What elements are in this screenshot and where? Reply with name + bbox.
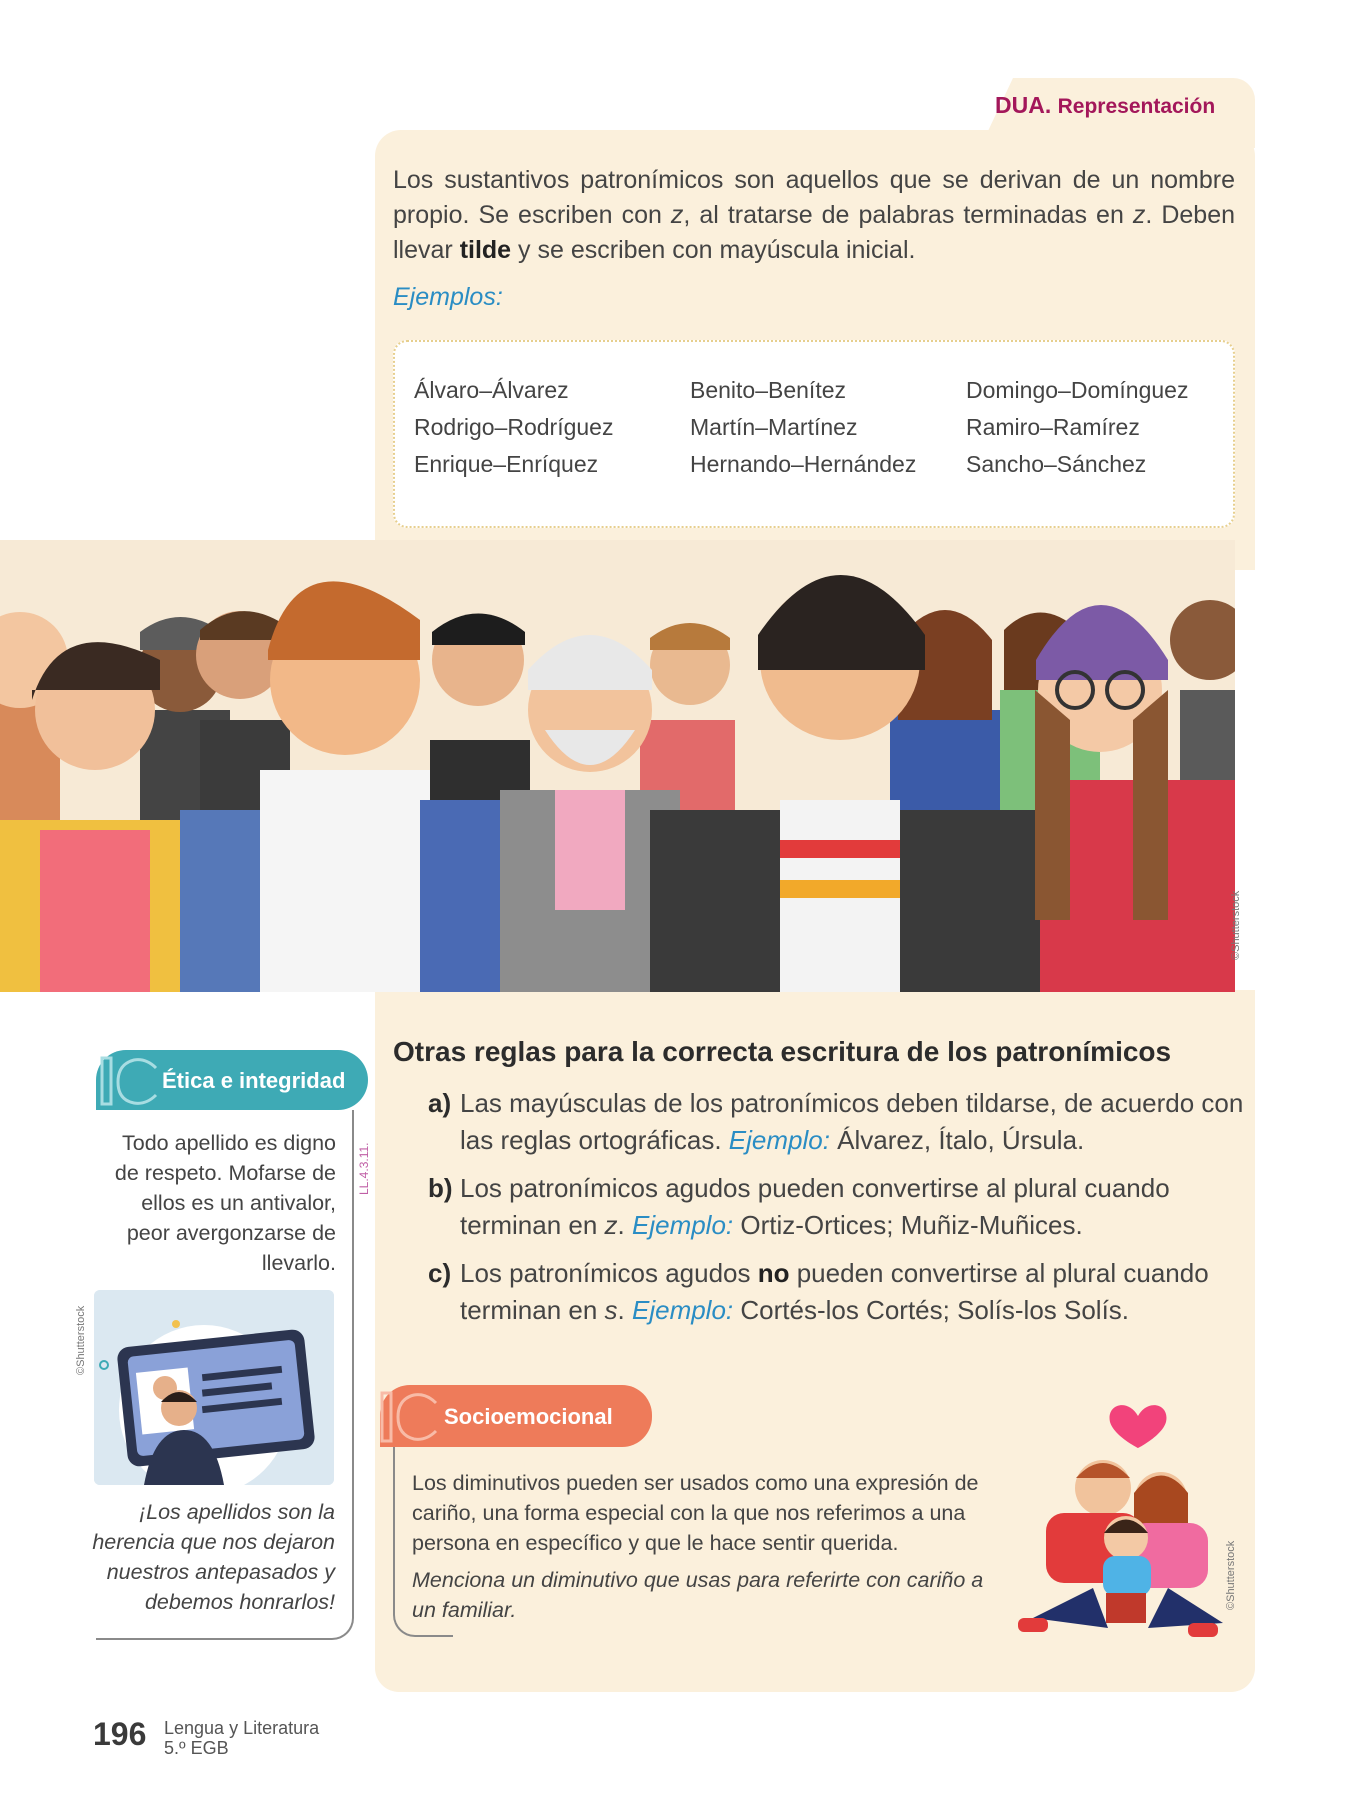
example-item: Domingo–Domínguez <box>966 377 1189 403</box>
etica-text: Todo apellido es digno de respeto. Mofarse de ellos es un antivalor, peor avergonzarse de llevarlo. <box>114 1131 336 1275</box>
ic-logo-icon <box>376 1385 446 1447</box>
examples-column-2 <box>690 372 916 483</box>
photo-credit: ©Shutterstock <box>1230 890 1242 960</box>
rule-a: a) Las mayúsculas de los patronímicos deben tildarse, de acuerdo con las reglas ortográficas. Ejemplo: Álvarez, Ítalo, Úrsula. <box>428 1088 1244 1155</box>
example-item: Sancho–Sánchez <box>966 451 1147 477</box>
rules-title: Otras reglas para la correcta escritura de los patronímicos <box>393 1036 1172 1067</box>
examples-box <box>393 340 1235 528</box>
etica-title: Ética e integridad <box>162 1068 346 1093</box>
socio-question: Menciona un diminutivo que usas para referirte con cariño a un familiar. <box>412 1568 984 1622</box>
crowd-illustration <box>0 540 1235 992</box>
online-profile-illustration <box>94 1290 334 1485</box>
dua-label: DUA. Representación <box>995 92 1216 118</box>
footer-subject: Lengua y Literatura 5.º EGB <box>164 1718 320 1758</box>
examples-label: Ejemplos: <box>393 283 503 311</box>
page-number: 196 <box>93 1716 147 1752</box>
socio-title: Socioemocional <box>444 1404 613 1429</box>
family-hug-illustration <box>998 1388 1228 1644</box>
rule-c: c) Los patronímicos agudos no pueden convertirse al plural cuando terminan en s. Ejemplo: Cortés-los Cortés; Solís-los Solís. <box>428 1258 1209 1325</box>
example-item: Enrique–Enríquez <box>414 451 599 477</box>
example-item: Martín–Martínez <box>690 414 858 440</box>
socio-text: Los diminutivos pueden ser usados como una expresión de cariño, una forma especial con la que nos referimos a una persona en específico y que le hace sentir querida. <box>412 1471 979 1555</box>
examples-column-1 <box>414 372 613 483</box>
examples-column-3 <box>966 372 1188 483</box>
example-item: Hernando–Hernández <box>690 451 917 477</box>
intro-paragraph: Los sustantivos patronímicos son aquellos que se derivan de un nombre propio. Se escriben con z, al tratarse de palabras terminadas en z. Deben llevar tilde y se escriben con mayúscula inicial. <box>393 166 1236 264</box>
example-item: Álvaro–Álvarez <box>414 377 569 403</box>
example-item: Rodrigo–Rodríguez <box>414 414 614 440</box>
curriculum-code: LL.4.3.11. <box>357 1142 371 1195</box>
example-item: Ramiro–Ramírez <box>966 414 1140 440</box>
etica-quote: ¡Los apellidos son la herencia que nos dejaron nuestros antepasados y debemos honrarlos! <box>92 1500 335 1614</box>
rule-b: b) Los patronímicos agudos pueden convertirse al plural cuando terminan en z. Ejemplo: Ortiz-Ortices; Muñiz-Muñices. <box>428 1173 1170 1240</box>
side-image-credit: ©Shutterstock <box>75 1305 87 1375</box>
family-image-credit: ©Shutterstock <box>1225 1540 1237 1610</box>
example-item: Benito–Benítez <box>690 377 847 403</box>
ic-logo-icon <box>96 1050 166 1110</box>
